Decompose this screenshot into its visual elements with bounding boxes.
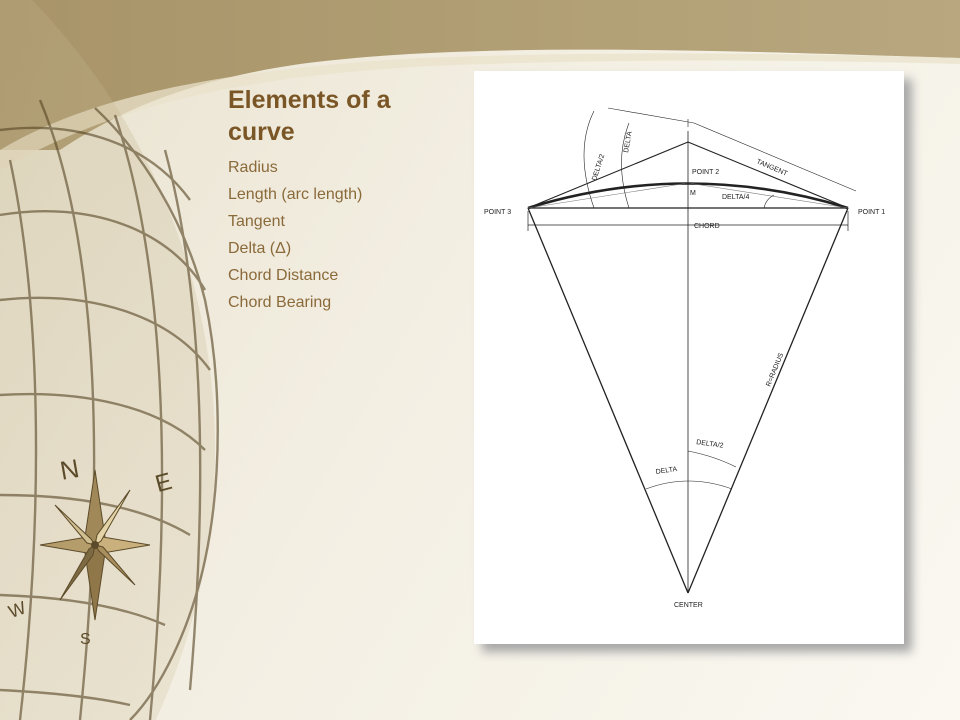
bullet-item-radius: Radius — [228, 159, 278, 176]
globe — [0, 0, 218, 720]
delta-half-arc — [688, 451, 736, 467]
compass-north: N — [57, 453, 82, 486]
tangent-dimension — [694, 123, 856, 191]
label-delta-top: DELTA — [623, 130, 634, 154]
label-tangent: TANGENT — [755, 158, 789, 178]
radius-line-left — [528, 208, 688, 593]
label-point1: POINT 1 — [858, 209, 886, 216]
compass-west: W — [5, 597, 29, 623]
slide-title: Elements of a curve — [228, 86, 391, 146]
bullet-item-chord-distance: Chord Distance — [228, 267, 339, 284]
bullet-item-length: Length (arc length) — [228, 186, 363, 203]
bullet-item-delta: Delta (Δ) — [228, 240, 292, 257]
curve-diagram-svg — [474, 71, 904, 644]
label-delta-half-top: DELTA/2 — [591, 153, 607, 182]
radius-line-right — [688, 208, 848, 593]
compass-east: E — [152, 467, 175, 499]
bullet-list — [228, 154, 362, 316]
label-delta-bottom: DELTA — [655, 466, 678, 476]
curve-diagram — [474, 71, 904, 644]
label-delta-half-bottom: DELTA/2 — [695, 439, 724, 450]
bullet-item-chord-bearing: Chord Bearing — [228, 294, 332, 311]
label-point3: POINT 3 — [484, 209, 512, 216]
bullet-item-tangent: Tangent — [228, 213, 285, 230]
label-center: CENTER — [674, 602, 703, 609]
label-point2: POINT 2 — [692, 169, 720, 176]
label-radius: R=RADIUS — [765, 352, 786, 388]
label-middle-ordinate: M — [690, 190, 696, 197]
label-chord: CHORD — [694, 223, 720, 230]
label-delta-quarter: DELTA/4 — [722, 194, 750, 201]
tangent-line-left — [528, 142, 688, 208]
compass-south: S — [80, 631, 91, 648]
delta-arc — [646, 481, 732, 489]
